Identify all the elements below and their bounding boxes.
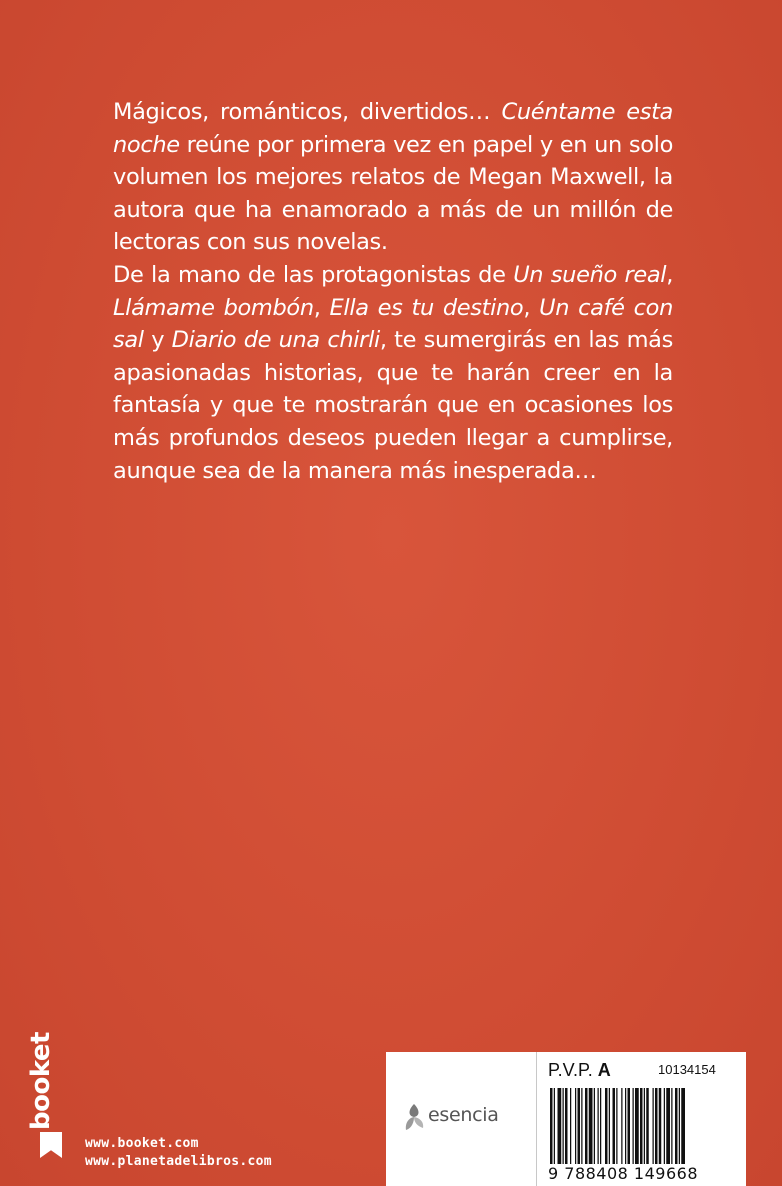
pvp-text: P.V.P. xyxy=(548,1060,593,1080)
book-title: Cuéntame esta noche xyxy=(113,99,673,158)
novel-title-3: Ella es tu destino xyxy=(329,294,524,321)
blurb-p1-intro: Mágicos, románticos, divertidos… xyxy=(113,99,502,125)
barcode-bar xyxy=(633,1088,634,1164)
barcode-bar xyxy=(664,1088,665,1164)
barcode-bar xyxy=(659,1088,662,1164)
separator: y xyxy=(143,327,172,354)
blurb-p2-body: , te sumergirás en las más apasionadas historias, que te harán creer en la fantasía y que te mostrarán que en ocasiones los más profundos deseos pueden llegar a cumplirse, aunque sea de la manera más inesperada… xyxy=(113,327,673,484)
barcode-bar xyxy=(646,1088,649,1164)
barcode-bar xyxy=(625,1088,626,1164)
blurb-p1-body: reúne por primera vez en papel y en un solo volumen los mejores relatos de Megan Maxwell, la autora que ha enamorado a más de un millón de lectoras con sus novelas. xyxy=(113,131,673,256)
separator: , xyxy=(313,294,330,321)
blurb-p2-intro: De la mano de las protagonistas de xyxy=(113,261,514,288)
barcode-bar xyxy=(635,1088,639,1164)
barcode-bar xyxy=(585,1088,588,1164)
blurb-text xyxy=(113,96,673,487)
novel-title-4: Un café con sal xyxy=(113,294,673,354)
barcode-bar xyxy=(613,1088,616,1164)
barcode-bar xyxy=(653,1088,654,1164)
barcode-bar xyxy=(640,1088,643,1164)
pvp-label xyxy=(548,1060,611,1081)
booket-logo-text: booket xyxy=(26,1032,56,1130)
price-panel xyxy=(548,1060,738,1184)
barcode-bar xyxy=(563,1088,564,1164)
separator: , xyxy=(523,294,540,321)
product-code: 10134154 xyxy=(658,1062,716,1077)
novel-title-5: Diario de una chirli xyxy=(171,327,380,354)
barcode-bar xyxy=(666,1088,670,1164)
barcode-bar xyxy=(598,1088,599,1164)
novel-title-1: Un sueño real xyxy=(513,261,667,288)
publisher-urls xyxy=(85,1135,272,1171)
url-booket: www.booket.com xyxy=(85,1136,199,1151)
blurb-paragraph-2 xyxy=(113,259,673,487)
isbn-number: 9 788408 149668 xyxy=(548,1164,699,1183)
booket-logo xyxy=(26,1032,66,1142)
barcode-bar xyxy=(570,1088,571,1164)
barcode-bar xyxy=(655,1088,658,1164)
barcode-bar xyxy=(609,1088,610,1164)
novel-title-2: Llámame bombón xyxy=(113,294,314,321)
barcode-box xyxy=(386,1052,746,1186)
barcode-bar xyxy=(616,1088,617,1164)
barcode-bar xyxy=(578,1088,581,1164)
barcode-bar xyxy=(605,1088,608,1164)
imprint-panel xyxy=(386,1052,537,1186)
barcode-bar xyxy=(681,1088,685,1164)
barcode-bar xyxy=(581,1088,582,1164)
leaf-icon xyxy=(402,1102,426,1132)
barcode-bar xyxy=(644,1088,645,1164)
barcode-bar xyxy=(550,1088,553,1164)
barcode-bar xyxy=(621,1088,622,1164)
barcode-bar xyxy=(671,1088,672,1164)
barcode-bar xyxy=(600,1088,601,1164)
barcode-bar xyxy=(628,1088,631,1164)
barcode-bar xyxy=(575,1088,576,1164)
barcode-bar xyxy=(594,1088,595,1164)
separator: , xyxy=(666,261,674,288)
imprint-label: esencia xyxy=(428,1104,499,1126)
url-planetadelibros: www.planetadelibros.com xyxy=(85,1154,272,1169)
barcode xyxy=(550,1088,725,1164)
barcode-bar xyxy=(565,1088,568,1164)
barcode-bar xyxy=(675,1088,678,1164)
blurb-paragraph-1 xyxy=(113,96,673,259)
pvp-grade: A xyxy=(597,1060,611,1080)
barcode-bar xyxy=(554,1088,555,1164)
barcode-bar xyxy=(558,1088,562,1164)
barcode-bar xyxy=(589,1088,593,1164)
barcode-bar xyxy=(679,1088,680,1164)
